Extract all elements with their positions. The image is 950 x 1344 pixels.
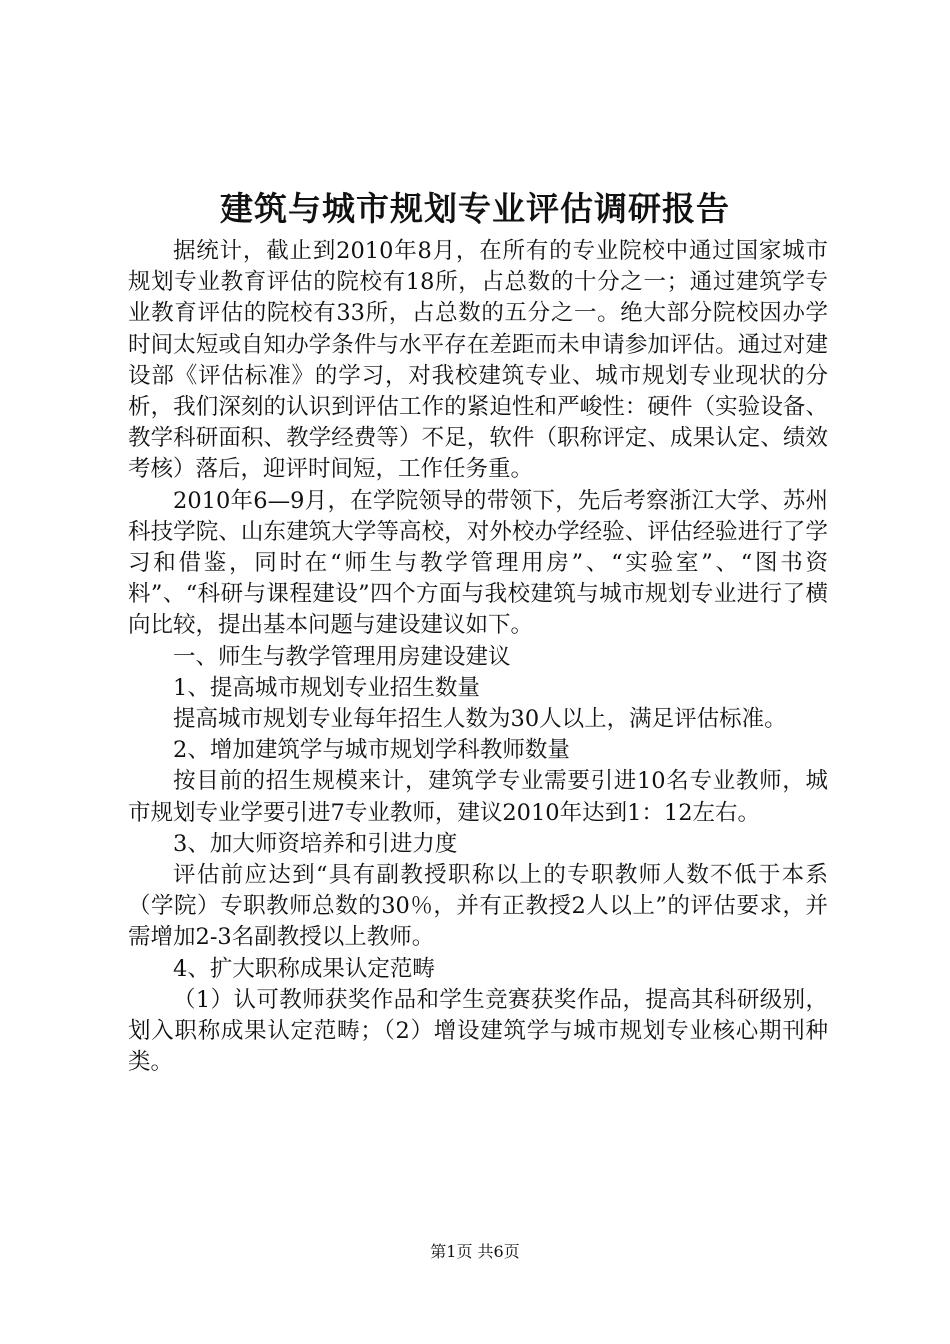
document-title: 建筑与城市规划专业评估调研报告 bbox=[220, 189, 730, 228]
subheading-3: 3、加大师资培养和引进力度 bbox=[173, 830, 458, 857]
paragraph-statistics: 据统计，截止到2010年8月，在所有的专业院校中通过国家城市规划专业教育评估的院校有18所，占总数的十分之一；通过建筑学专业教育评估的院校有33所，占总数的五分之一。绝大部分院校因办学时间太短或自知办学条件与水平存在差距而未申请参加评估。通过对建设部《评估标准》的学习，对我校建筑专业、城市规划专业现状的分析，我们深刻的认识到评估工作的紧迫性和严峻性：硬件（实验设备、教学科研面积、教学经费等）不足，软件（职称评定、成果认定、绩效考核）落后，迎评时间短，工作任务重。 bbox=[128, 238, 828, 483]
paragraph-teachers: 按目前的招生规模来计，建筑学专业需要引进10名专业教师，城市规划专业学要引进7专业教师，建议2010年达到1：12左右。 bbox=[128, 768, 828, 826]
subheading-1: 1、提高城市规划专业招生数量 bbox=[173, 674, 480, 701]
paragraph-investigation: 2010年6—9月，在学院领导的带领下，先后考察浙江大学、苏州科技学院、山东建筑大学等高校，对外校办学经验、评估经验进行了学习和借鉴，同时在“师生与教学管理用房”、“实验室”、“图书资料”、“科研与课程建设”四个方面与我校建筑与城市规划专业进行了横向比较，提出基本问题与建设建议如下。 bbox=[128, 487, 828, 639]
paragraph-title-recognition: （1）认可教师获奖作品和学生竞赛获奖作品，提高其科研级别，划入职称成果认定范畴；（2）增设建筑学与城市规划专业核心期刊种类。 bbox=[128, 986, 828, 1076]
paragraph-enrollment: 提高城市规划专业每年招生人数为30人以上，满足评估标准。 bbox=[173, 706, 787, 733]
document-body bbox=[128, 236, 828, 1078]
section-heading-1: 一、师生与教学管理用房建设建议 bbox=[173, 643, 511, 670]
subheading-4: 4、扩大职称成果认定范畴 bbox=[173, 955, 435, 982]
subheading-2: 2、增加建筑学与城市规划学科教师数量 bbox=[173, 737, 570, 764]
paragraph-faculty-training: 评估前应达到“具有副教授职称以上的专职教师人数不低于本系（学院）专职教师总数的30％，并有正教授2人以上”的评估要求，并需增加2-3名副教授以上教师。 bbox=[128, 862, 828, 951]
page-footer: 第1页 共6页 bbox=[430, 1242, 520, 1261]
